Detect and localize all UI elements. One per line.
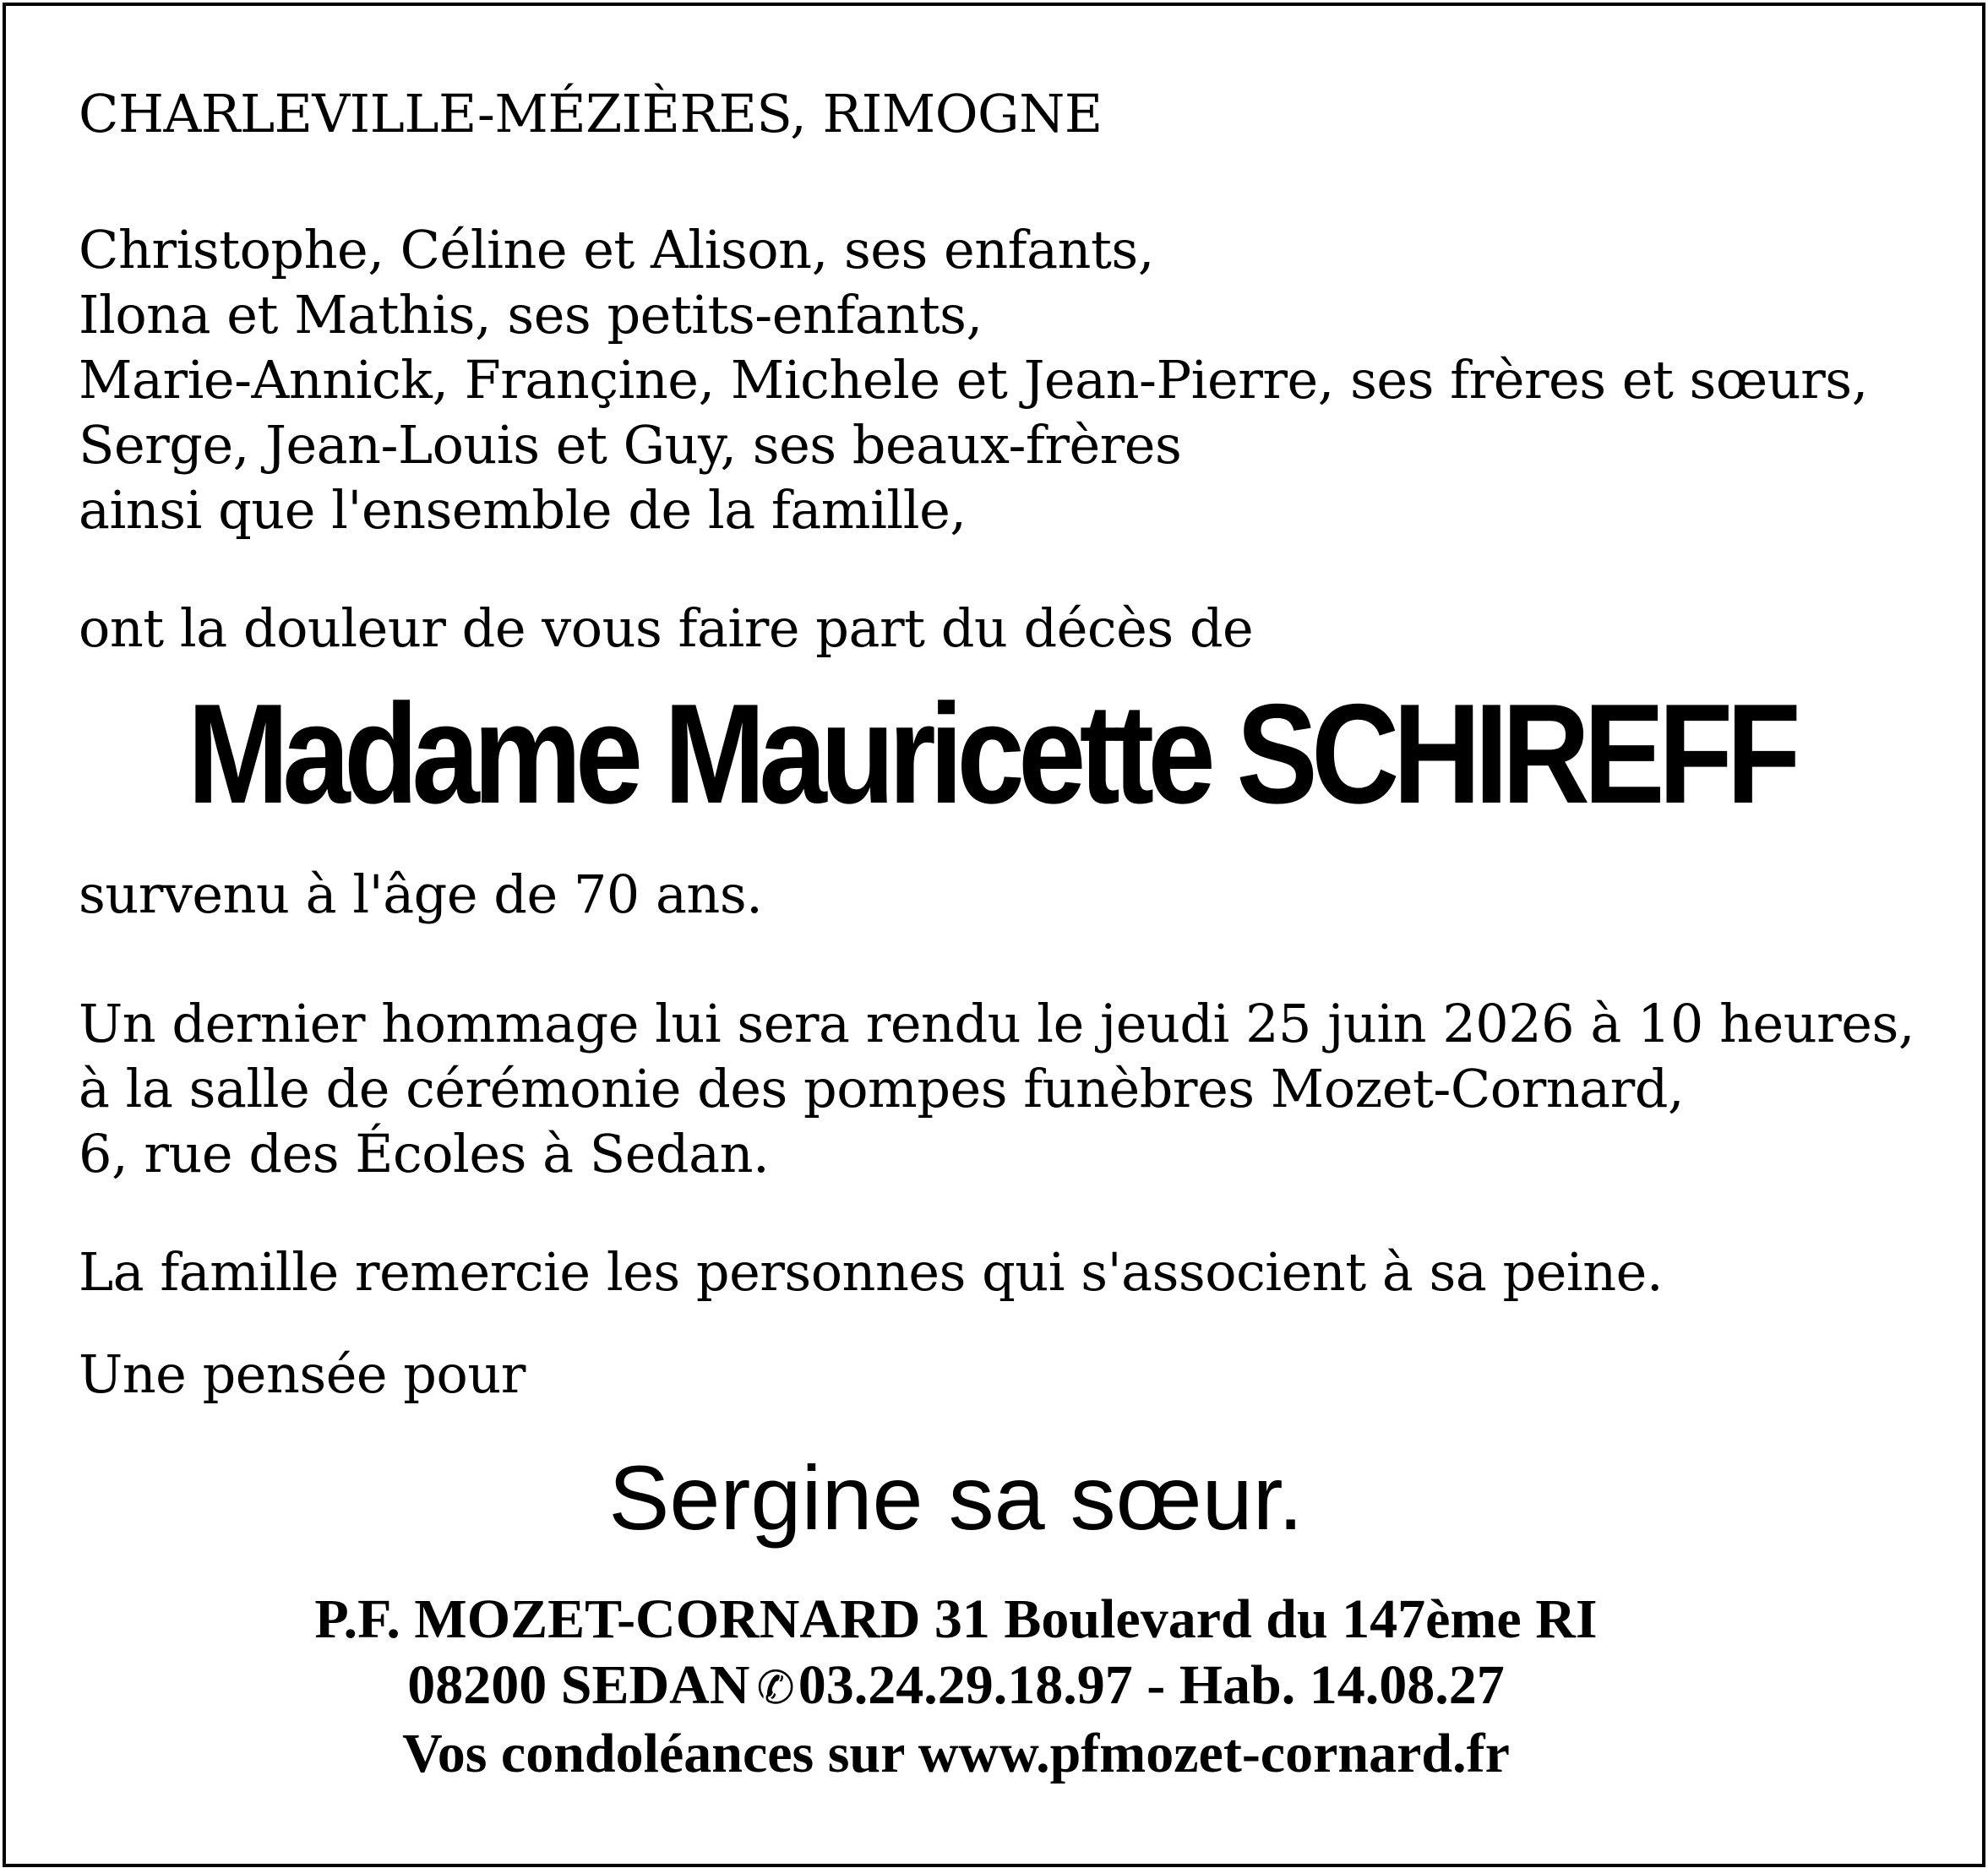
funeral-home-phone: 03.24.29.18.97 - Hab. 14.08.27	[798, 1654, 1505, 1716]
family-line-siblings: Marie-Annick, Françine, Michele et Jean-Pierre, ses frères et sœurs,	[79, 349, 1868, 411]
family-line-brothers-in-law: Serge, Jean-Louis et Guy, ses beaux-frères	[79, 414, 1182, 476]
ceremony-line-venue: à la salle de cérémonie des pompes funèbres Mozet-Cornard,	[79, 1058, 1685, 1119]
funeral-home-city: 08200 SEDAN	[407, 1654, 750, 1716]
age-line: survenu à l'âge de 70 ans.	[79, 863, 763, 925]
family-line-whole-family: ainsi que l'ensemble de la famille,	[79, 479, 967, 541]
funeral-home-address: P.F. MOZET-CORNARD 31 Boulevard du 147ème RI	[314, 1588, 1598, 1650]
ceremony-line-date: Un dernier hommage lui sera rendu le jeudi 25 juin 2026 à 10 heures,	[79, 993, 1914, 1054]
funeral-home-contact	[0, 1653, 1912, 1721]
announcement-line: ont la douleur de vous faire part du décès de	[79, 597, 1254, 659]
location-line: CHARLEVILLE-MÉZIÈRES, RIMOGNE	[79, 83, 1103, 144]
family-line-children: Christophe, Céline et Alison, ses enfants,	[79, 219, 1154, 280]
ceremony-line-address: 6, rue des Écoles à Sedan.	[79, 1123, 770, 1185]
deceased-name: Madame Mauricette SCHIREFF	[187, 674, 1795, 833]
funeral-home-footer	[0, 1587, 1988, 1787]
phone-icon: ✆	[756, 1661, 795, 1714]
funeral-home-website: Vos condoléances sur www.pfmozet-cornard.fr	[402, 1723, 1510, 1784]
thought-intro: Une pensée pour	[79, 1343, 526, 1405]
family-line-grandchildren: Ilona et Mathis, ses petits-enfants,	[79, 284, 983, 346]
thanks-line: La famille remercie les personnes qui s'associent à sa peine.	[79, 1241, 1664, 1303]
thought-name: Sergine sa sœur.	[608, 1446, 1304, 1549]
